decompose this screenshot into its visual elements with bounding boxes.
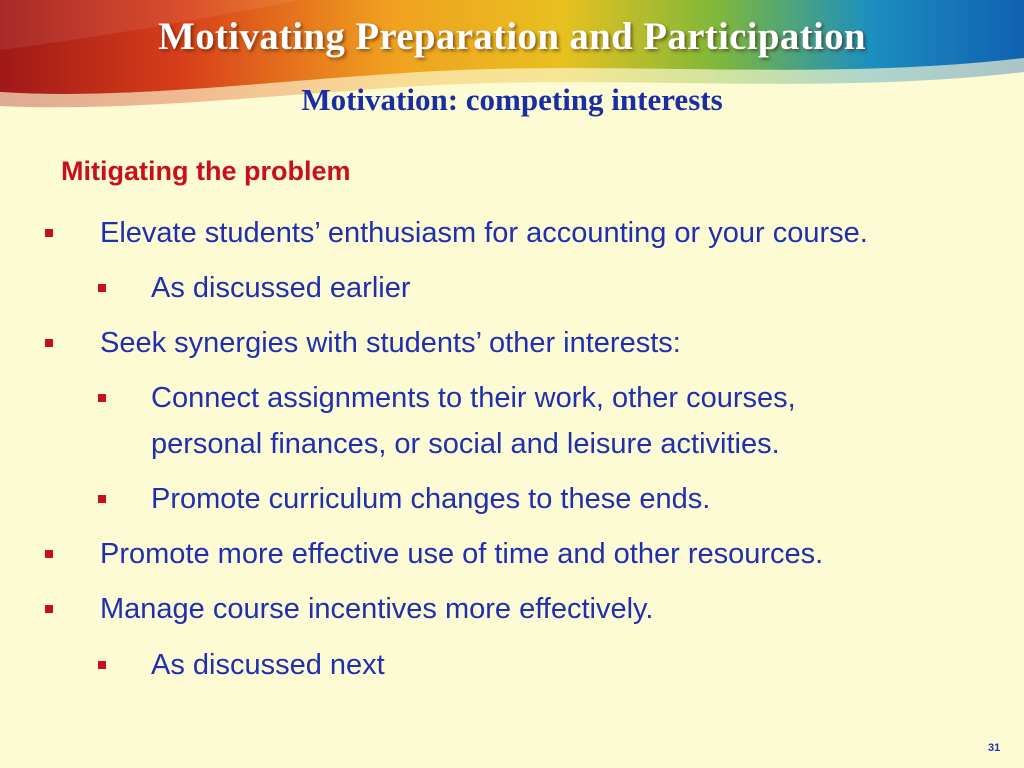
bullet-marker bbox=[98, 661, 106, 669]
bullet-marker bbox=[45, 550, 53, 558]
sub-bullet-item: As discussed earlier bbox=[151, 272, 411, 304]
slide-title: Motivating Preparation and Participation bbox=[158, 15, 866, 58]
section-heading: Mitigating the problem bbox=[61, 156, 351, 186]
bullet-marker bbox=[45, 339, 53, 347]
bullet-marker bbox=[98, 394, 106, 402]
bullet-marker bbox=[98, 495, 106, 503]
sub-bullet-item: Connect assignments to their work, other courses, bbox=[151, 382, 796, 414]
bullet-marker bbox=[98, 284, 106, 292]
sub-bullet-item: Promote curriculum changes to these ends. bbox=[151, 483, 711, 515]
sub-bullet-item: As discussed next bbox=[151, 649, 385, 681]
bullet-item: Seek synergies with students’ other interests: bbox=[100, 327, 681, 359]
page-number: 31 bbox=[988, 742, 1001, 754]
bullet-marker bbox=[45, 605, 53, 613]
bullet-item: Manage course incentives more effectively. bbox=[100, 593, 654, 625]
bullet-item: Promote more effective use of time and other resources. bbox=[100, 538, 824, 570]
bullet-marker bbox=[45, 229, 53, 237]
slide-subtitle: Motivation: competing interests bbox=[301, 82, 723, 117]
sub-bullet-continuation: personal finances, or social and leisure activities. bbox=[151, 428, 780, 460]
bullet-item: Elevate students’ enthusiasm for accounting or your course. bbox=[100, 217, 868, 249]
